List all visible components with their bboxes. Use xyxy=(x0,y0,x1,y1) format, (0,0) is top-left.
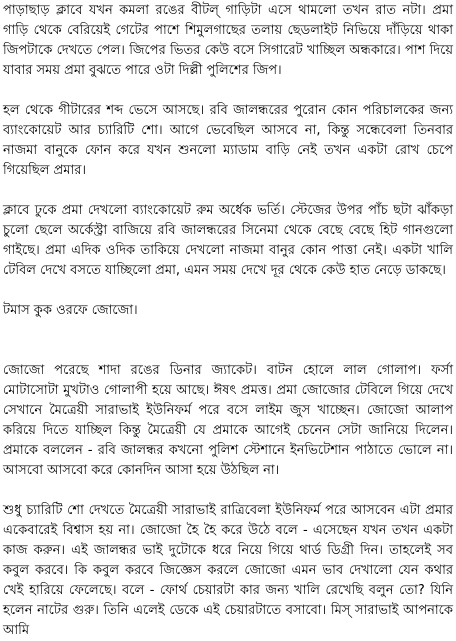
paragraph-charity: শুধু চ্যারিটি শো দেখতে মৈত্রেয়ী সারাভাই রাত্রিবেলা ইউনিফর্ম পরে আসবেন এটা প্রমার একেবারেই বিশ্বাস হয় না। জোজো হৈ হৈ করে উঠে বলে - এসেছেন যখন তখন একটা কাজ করুন। এই জালন্ধর ভাই দুটোকে ধরে নিয়ে গিয়ে থার্ড ডিগ্রী দিন। তাহলেই সব কবুল করবে। কি কবুল করবে জিজ্ঞেস করলে জোজো এমন ভাব দেখালো যেন কথার খেই হারিয়ে ফেলেছে। বলে - ফোর্থ চেয়ারটা কার জন্য খালি রেখেছি বলুন তো? যিনি হলেন নাটের গুরু। তিনি এলেই ডেকে এই চেয়ারটাতে বসাবো। মিস্ সারাভাই আপনাকে আমি xyxy=(3,503,453,638)
section-gap xyxy=(3,341,453,361)
paragraph-guitar: হল থেকে গীটারের শব্দ ভেসে আসছে। রবি জালন্ধরের পুরোন কোন পরিচালকের জন্য ব্যাংকোয়েট আর চ্যারিটি শো। আগে ভেবেছিল আসবে না, কিন্তু সন্ধেবেলা তিনবার নাজমা বানুকে ফোন করে যখন শুনলো ম্যাডাম বাড়ি নেই তখন একটা রোখ চেপে গিয়েছিল প্রমার। xyxy=(3,103,453,178)
paragraph-banquet: ক্লাবে ঢুকে প্রমা দেখলো ব্যাংকোয়েট রুম অর্ধেক ভর্তি। স্টেজের উপর পাঁচ ছটা ঝাঁকড়া চুলো ছেলে অর্কেস্ট্রা বাজিয়ে রবি জালন্ধরের সিনেমা থেকে বেছে বেছে হিট গানগুলো গাইছে। প্রমা এদিক ওদিক তাকিয়ে দেখলো নাজমা বানুর কোন পাত্তা নেই। একটা খালি টেবিল দেখে বসতে যাচ্ছিলো প্রমা, এমন সময় দেখে দূর থেকে কেউ হাত নেড়ে ডাকছে। xyxy=(3,203,453,278)
paragraph-jojo-dinner: জোজো পরেছে শাদা রঙের ডিনার জ্যাকেট। বাটন হোলে লাল গোলাপ। ফর্সা মোটাসোটা মুখটাও গোলাপী হয়ে আছে। ঈষৎ প্রমত্ত। প্রমা জোজোর টেবিলে গিয়ে দেখে সেখানে মৈত্রেয়ী সারাভাই ইউনিফর্ম পরে বসে লাইম জুস খাচ্ছেন। জোজো আলাপ করিয়ে দিতে যাচ্ছিল কিন্তু মৈত্রেয়ী যে প্রমাকে আগেই চেনেন সেটা জানিয়ে দিলেন। প্রমাকে বললেন - রবি জালন্ধর কখনো পুলিশ স্টেশানে ইনভিটেশান পাঠাতে ভোলে না। আসবো আসবো করে কোনদিন আসা হয়ে উঠছিল না। xyxy=(3,363,453,478)
paragraph-jojo-intro: টমাস কুক ওরফে জোজো। xyxy=(3,303,138,318)
paragraph-arrival: পাড়াছাড় ক্লাবে যখন কমলা রঙের বীটল্ গাড়িটা এসে থামলো তখন রাত নটা। প্রমা গাড়ি থেকে বেরিয়েই গেটের পাশে শিমুলগাছের তলায় ছেডলাইট নিভিয়ে দাঁড়িয়ে থাকা জিপটাকে দেখতে পেল। জিপের ভিতর কেউ বসে সিগারেট খাচ্ছিল অন্ধকারে। পাশ দিয়ে যাবার সময় প্রমা বুঝতে পারে ওটা দিল্লী পুলিশের জিপ। xyxy=(3,3,453,78)
